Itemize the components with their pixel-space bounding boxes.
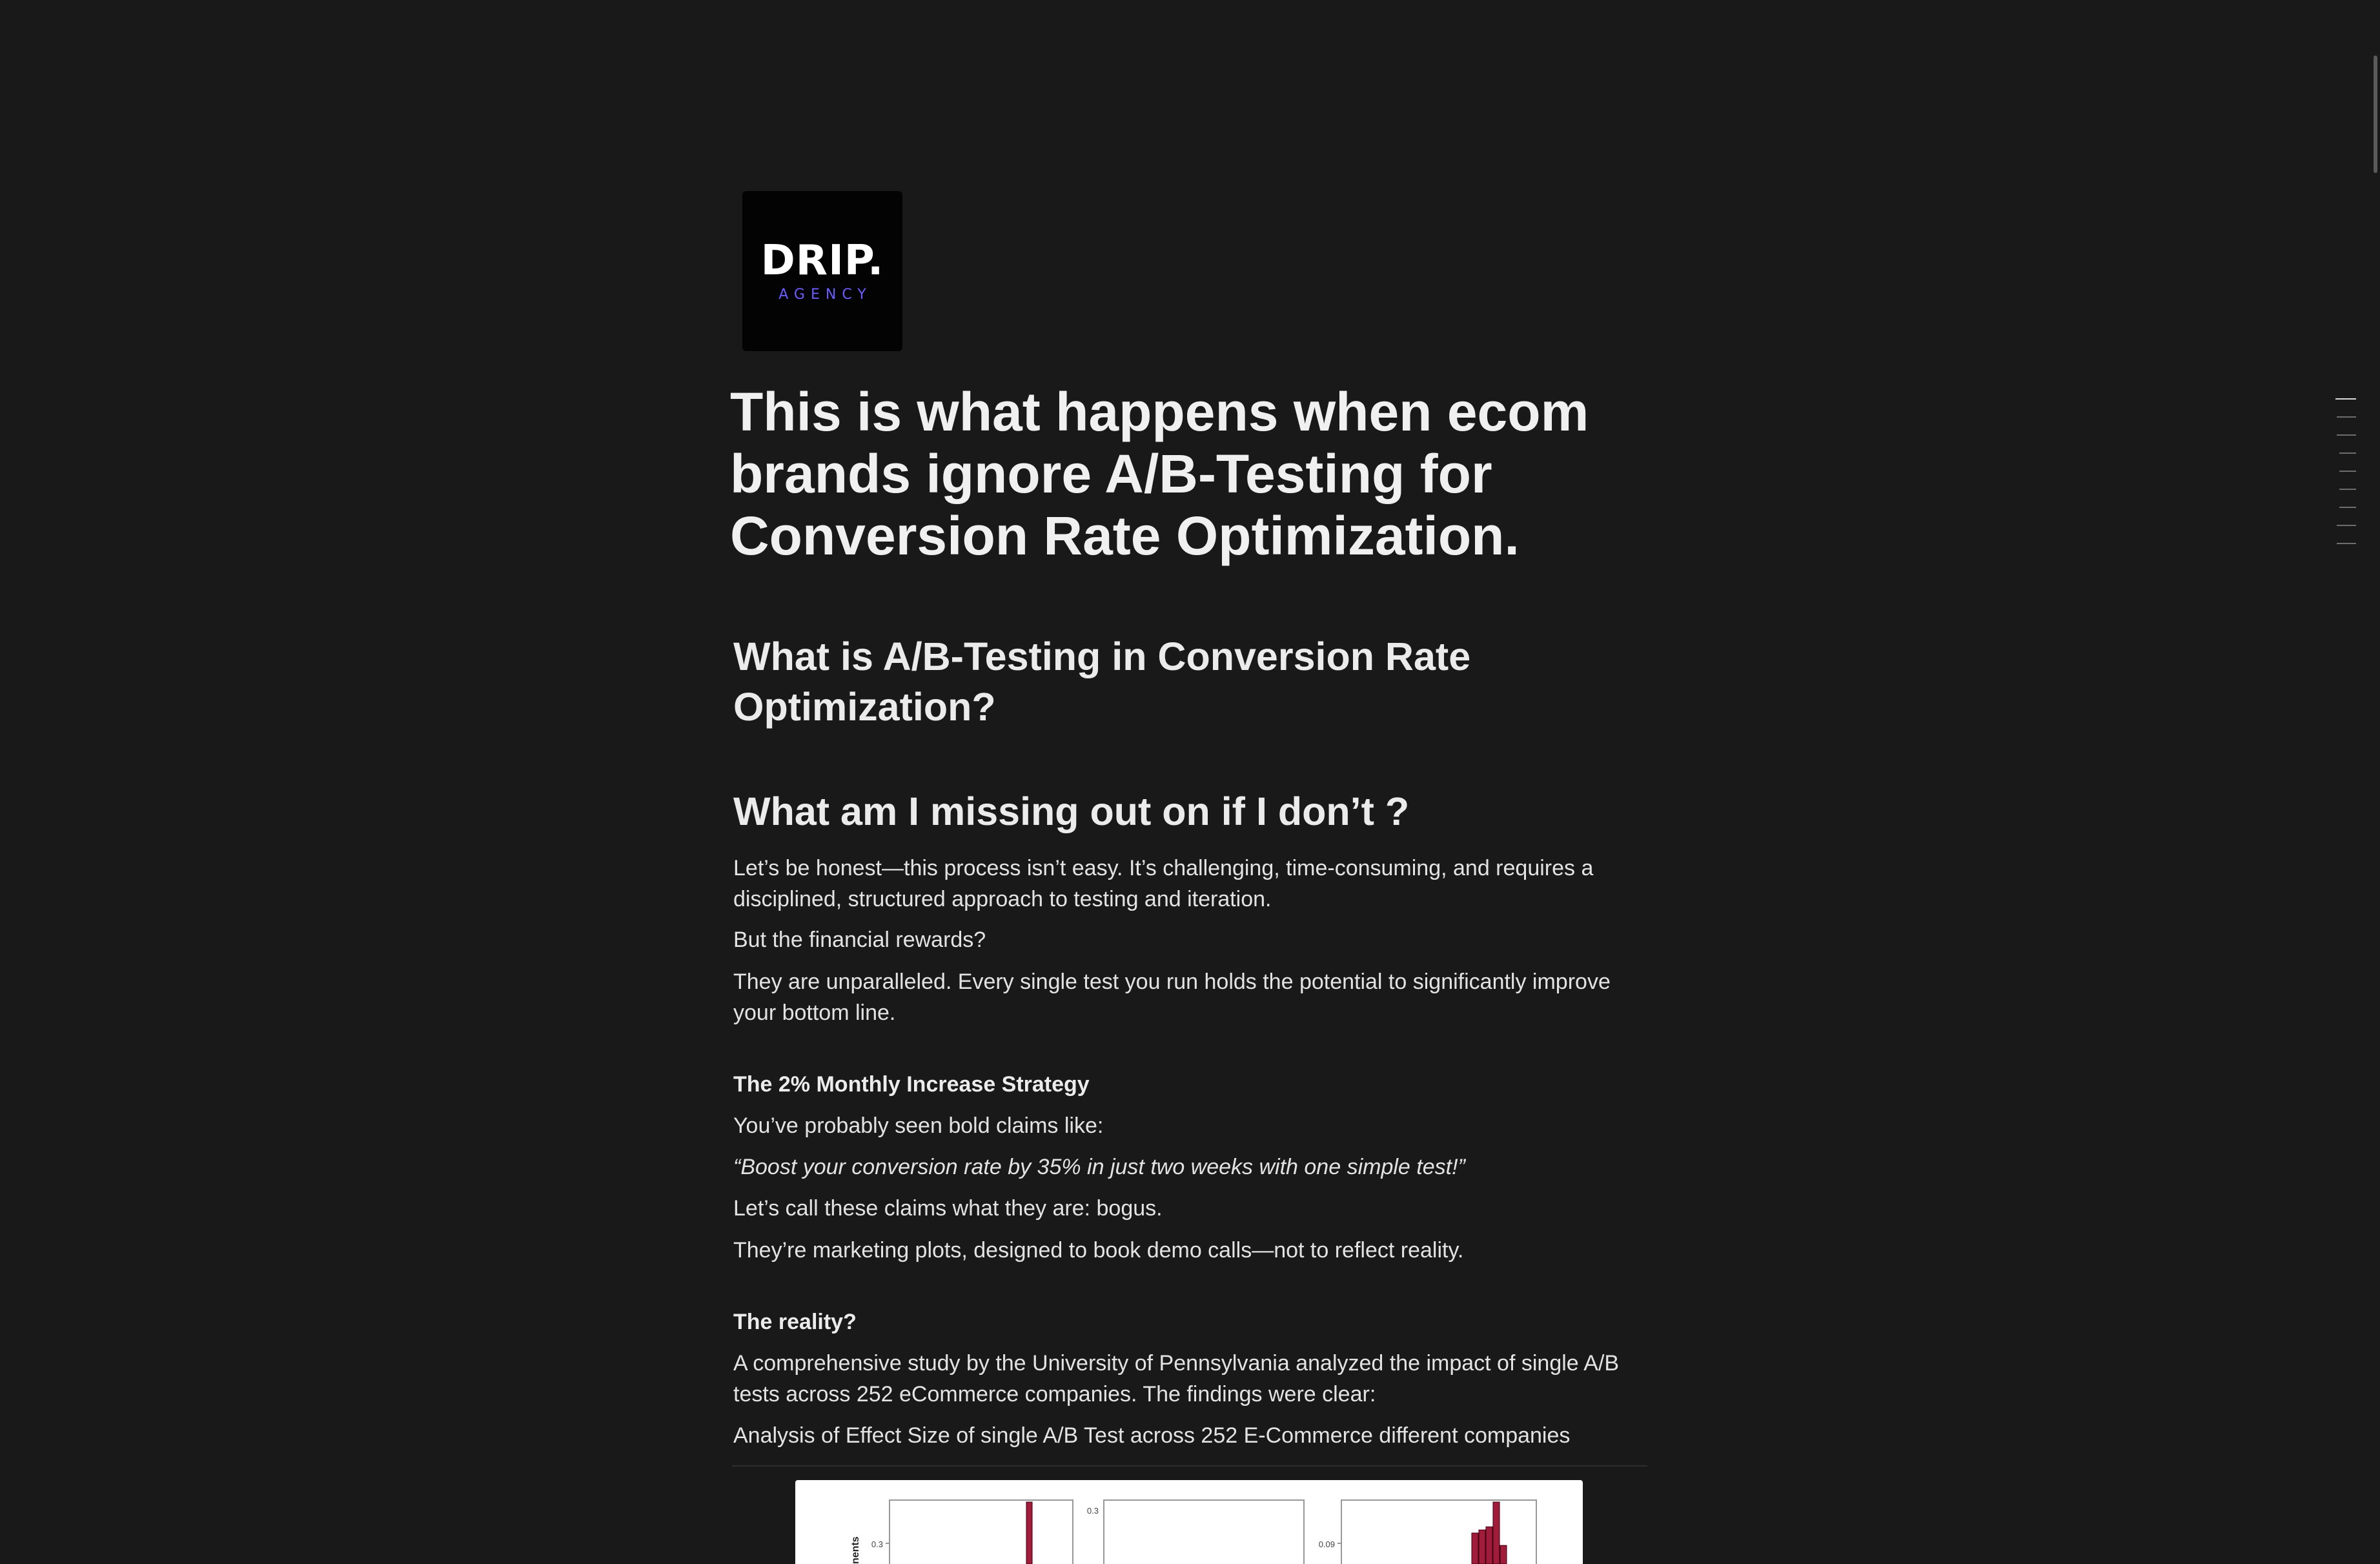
toc-mark[interactable] xyxy=(2337,434,2356,436)
panel-2-frame xyxy=(1104,1500,1304,1564)
panel-3-bars xyxy=(1472,1502,1507,1564)
divider xyxy=(732,1465,1647,1467)
toc-mark[interactable] xyxy=(2339,452,2356,454)
heading-what-is-ab-testing: What is A/B-Testing in Conversion Rate Optimization? xyxy=(733,635,1471,729)
logo-subtitle: AGENCY xyxy=(778,286,872,303)
panel-3-bar xyxy=(1479,1530,1485,1564)
paragraph-bogus: Let’s call these claims what they are: bogus. xyxy=(733,1196,1163,1221)
page-title: This is what happens when ecom brands ignore A/B-Testing for Conversion Rate Optimization. xyxy=(730,381,1589,566)
figure-y-axis-label: nents xyxy=(850,1536,861,1564)
toc-mark[interactable] xyxy=(2337,543,2356,544)
panel-3-bar xyxy=(1472,1533,1478,1564)
toc-mark[interactable] xyxy=(2337,525,2356,526)
toc-mark[interactable] xyxy=(2337,416,2356,418)
panel-3-tick-label: 0.09 xyxy=(1318,1539,1335,1549)
effect-size-figure xyxy=(795,1480,1583,1564)
heading-monthly-increase-strategy: The 2% Monthly Increase Strategy xyxy=(733,1072,1090,1097)
panel-3-bar xyxy=(1500,1545,1507,1564)
paragraph-honest: Let’s be honest—this process isn’t easy. It’s challenging, time-consuming, and requires a disciplined, structured approach to testing and iteration. xyxy=(733,856,1594,911)
logo-wordmark: DRIP. xyxy=(760,236,884,285)
heading-the-reality: The reality? xyxy=(733,1310,857,1334)
panel-1-bars xyxy=(1026,1502,1032,1564)
drip-agency-logo[interactable] xyxy=(742,191,902,351)
quote-boost-claim: “Boost your conversion rate by 35% in just two weeks with one simple test!” xyxy=(733,1155,1465,1179)
panel-3-bar xyxy=(1493,1502,1500,1564)
paragraph-marketing-plots: They’re marketing plots, designed to book demo calls—not to reflect reality. xyxy=(733,1238,1464,1263)
paragraph-bold-claims: You’ve probably seen bold claims like: xyxy=(733,1113,1104,1138)
paragraph-unparalleled: They are unparalleled. Every single test you run holds the potential to significantly improve your bottom line. xyxy=(733,970,1611,1025)
toc-mark[interactable] xyxy=(2339,507,2356,508)
panel-2-tick-label: 0.3 xyxy=(1086,1506,1099,1516)
figure-caption: Analysis of Effect Size of single A/B Test across 252 E-Commerce different companies xyxy=(733,1423,1571,1448)
paragraph-financial-rewards: But the financial rewards? xyxy=(733,928,986,952)
effect-size-histograms xyxy=(795,1480,1583,1564)
panel-3-frame xyxy=(1341,1500,1536,1564)
panel-3-bar xyxy=(1486,1527,1492,1564)
toc-mark[interactable] xyxy=(2339,489,2356,490)
panel-1-bar xyxy=(1026,1502,1032,1564)
toc-mark[interactable] xyxy=(2335,398,2356,400)
panel-1-frame xyxy=(890,1500,1073,1564)
panel-1-tick-label: 0.3 xyxy=(871,1539,883,1549)
toc-mark[interactable] xyxy=(2339,471,2356,472)
heading-what-am-i-missing: What am I missing out on if I don’t ? xyxy=(733,789,1410,833)
scrollbar-thumb[interactable] xyxy=(2374,56,2377,173)
paragraph-upenn-study: A comprehensive study by the University of Pennsylvania analyzed the impact of single A/B tests across 252 eCommerce companies. The findings were clear: xyxy=(733,1351,1620,1407)
